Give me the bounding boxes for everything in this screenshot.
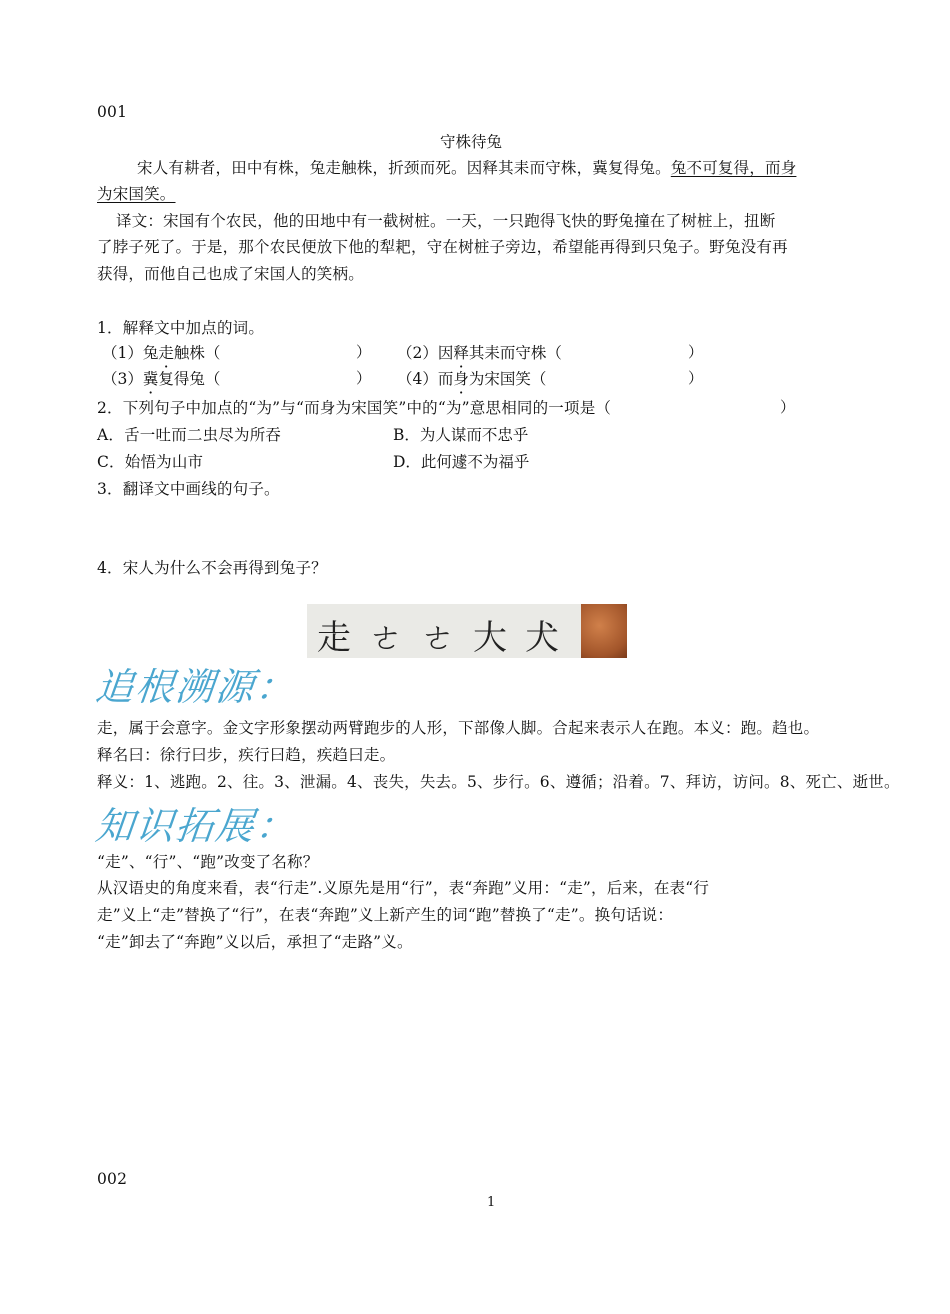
section-number-002: 002 — [97, 1170, 128, 1188]
article-text-line-2 — [97, 182, 176, 204]
extension-line-1: “走”、“行”、“跑”改变了名称？ — [97, 853, 319, 871]
dotted-word-shen: 身 — [453, 370, 469, 388]
glyph-1: 走 — [317, 618, 351, 658]
article-title: 守株待兔 — [440, 133, 503, 151]
glyph-4: 大 — [473, 618, 507, 658]
underlined-sentence-part-2: 为宋国笑。 — [97, 185, 176, 203]
q1-4-suffix: 为宋国笑（ — [468, 370, 547, 388]
question-1-item-2 — [397, 341, 562, 363]
q1-1-suffix: 触株（ — [173, 344, 221, 362]
question-1-item-3 — [102, 367, 220, 389]
question-4: 4．宋人为什么不会再得到兔子？ — [97, 559, 327, 577]
glyph-3: ㄜ — [421, 618, 455, 658]
dotted-word-zou: 走 — [158, 344, 174, 362]
bronze-rubbing-image — [581, 604, 627, 658]
origin-line-1: 走，属于会意字。金文字形象摆动两臂跑步的人形，下部像人脚。合起来表示人在跑。本义：跑。趋也。 — [97, 719, 820, 737]
question-1-item-1 — [102, 341, 220, 363]
page-number: 1 — [487, 1195, 496, 1210]
glyph-5: 犬 — [525, 618, 559, 658]
heading-origin: 追根溯源： — [93, 665, 298, 709]
q1-1-prefix: （1）兔 — [102, 344, 159, 362]
question-3: 3．翻译文中画线的句子。 — [97, 480, 280, 498]
extension-line-2: 从汉语史的角度来看，表“行走”.义原先是用“行”，表“奔跑”义用：“走”，后来，在表“行 — [97, 879, 710, 897]
q1-2-prefix: （2）因 — [397, 344, 454, 362]
translation-line-1: 译文：宋国有个农民，他的田地中有一截树桩。一天，一只跑得飞快的野兔撞在了树桩上，扭断 — [116, 212, 776, 230]
q1-1-close: ） — [356, 343, 372, 361]
q1-2-suffix: 其耒而守株（ — [468, 344, 562, 362]
q1-3-suffix: 复得兔（ — [158, 370, 221, 388]
q1-4-close: ） — [688, 369, 704, 387]
q1-2-close: ） — [688, 343, 704, 361]
q1-4-prefix: （4）而 — [397, 370, 454, 388]
translation-line-3: 获得，而他自己也成了宋国人的笑柄。 — [97, 265, 364, 283]
article-text: 宋人有耕者，田中有株，兔走触株，折颈而死。因释其耒而守株，冀复得兔。 — [137, 159, 671, 177]
glyph-2: ㄜ — [369, 618, 403, 658]
option-d: D．此何遽不为福乎 — [393, 453, 530, 471]
question-2-close: ） — [780, 398, 796, 416]
q1-3-close: ） — [356, 369, 372, 387]
option-a: A．舌一吐而二虫尽为所吞 — [97, 426, 282, 444]
extension-line-4: “走”卸去了“奔跑”义以后，承担了“走路”义。 — [97, 933, 413, 951]
heading-extension: 知识拓展： — [93, 804, 298, 848]
option-c: C．始悟为山市 — [97, 453, 204, 471]
origin-line-2: 释名曰：徐行曰步，疾行曰趋，疾趋曰走。 — [97, 746, 396, 764]
option-b: B．为人谋而不忠乎 — [393, 426, 529, 444]
q1-3-prefix: （3） — [102, 370, 143, 388]
question-2: 2．下列句子中加点的“为”与“而身为宋国笑”中的“为”意思相同的一项是（ — [97, 399, 612, 417]
dotted-word-ji: 冀 — [142, 370, 159, 388]
translation-line-2: 了脖子死了。于是，那个农民便放下他的犁耙，守在树桩子旁边，希望能再得到只兔子。野兔没有再 — [97, 238, 788, 256]
underlined-sentence-part-1: 兔不可复得，而身 — [670, 159, 797, 177]
extension-line-3: 走”义上“走”替换了“行”，在表“奔跑”义上新产生的词“跑”替换了“走”。换句话说： — [97, 906, 674, 924]
origin-line-3: 释义：1、逃跑。2、往。3、泄漏。4、丧失，失去。5、步行。6、遵循；沿着。7、拜访，访问。8、死亡、逝世。 — [97, 773, 900, 791]
question-1: 1．解释文中加点的词。 — [97, 319, 265, 337]
question-1-item-4 — [397, 367, 546, 389]
article-text-line-1 — [137, 156, 796, 178]
glyph-evolution-image — [307, 604, 627, 658]
section-number-001: 001 — [97, 103, 128, 121]
dotted-word-shi: 释 — [453, 344, 469, 362]
